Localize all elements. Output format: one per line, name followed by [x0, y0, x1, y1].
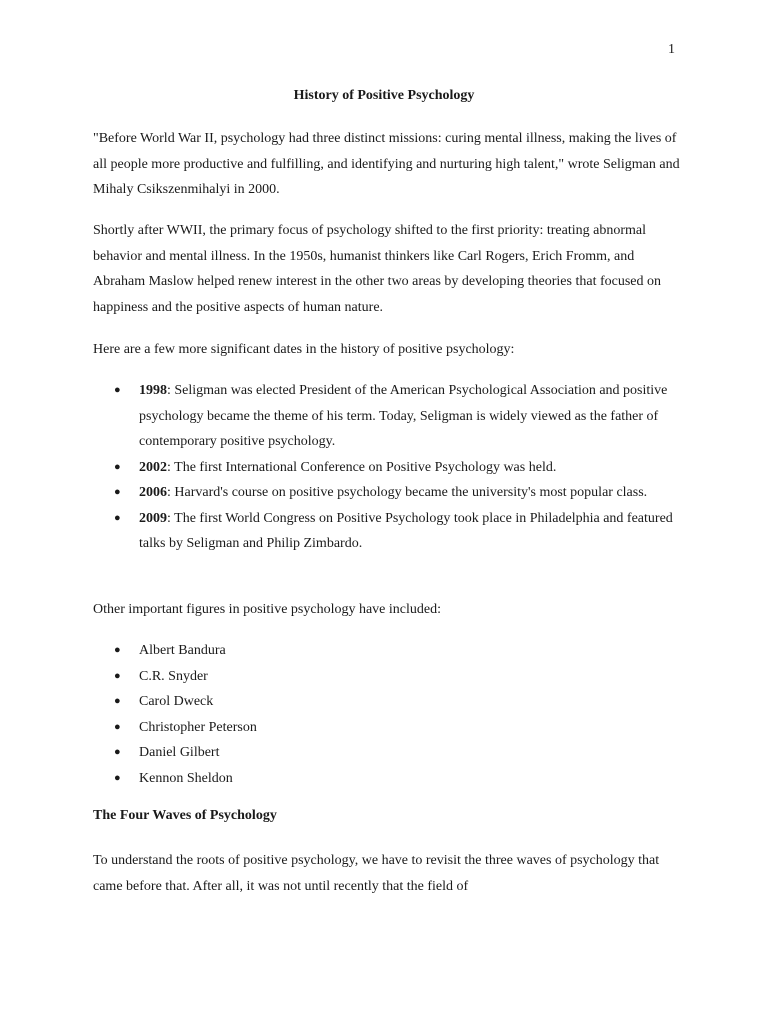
- list-item: [93, 638, 683, 664]
- figure-name: C.R. Snyder: [139, 668, 208, 684]
- date-text: : The first World Congress on Positive Psychology took place in Philadelphia and featured talks by Seligman and Philip Zimbardo.: [139, 510, 673, 551]
- list-item: [93, 455, 683, 481]
- bullet-icon: ●: [114, 511, 121, 524]
- post-wwii-paragraph: Shortly after WWII, the primary focus of psychology shifted to the first priority: treating abnormal behavior and mental illness. In the 1950s, humanist thinkers like Carl Rogers, Erich Fromm, and Abraham Maslow helped renew interest in the other two areas by developing theories that focused on happiness and the positive aspects of human nature.: [93, 223, 661, 315]
- list-item: [93, 506, 683, 557]
- date-text: : Seligman was elected President of the American Psychological Association and positive psychology became the theme of his term. Today, Seligman is widely viewed as the father of contemporary positive psychology.: [139, 383, 668, 449]
- bullet-icon: ●: [114, 486, 121, 498]
- figure-name: Christopher Peterson: [139, 719, 257, 735]
- list-item: [93, 378, 683, 455]
- bullet-icon: ●: [114, 746, 121, 758]
- dates-list: [93, 378, 683, 557]
- waves-intro-paragraph: To understand the roots of positive psychology, we have to revisit the three waves of psychology that came before that. After all, it was not until recently that the field of: [93, 853, 660, 894]
- figures-list: [93, 638, 683, 791]
- figure-name: Daniel Gilbert: [139, 745, 220, 760]
- figure-name: Kennon Sheldon: [139, 770, 233, 786]
- date-year: 2002: [139, 459, 167, 475]
- dates-intro-paragraph: Here are a few more significant dates in the history of positive psychology:: [93, 342, 515, 357]
- bullet-icon: ●: [114, 771, 121, 784]
- figure-name: Albert Bandura: [139, 643, 226, 658]
- date-text: : The first International Conference on Positive Psychology was held.: [167, 459, 557, 475]
- date-year: 1998: [139, 383, 167, 398]
- list-item: [93, 740, 683, 766]
- list-item: [93, 664, 683, 690]
- figure-name: Carol Dweck: [139, 694, 214, 709]
- document-title: History of Positive Psychology: [293, 88, 475, 103]
- page-number: 1: [668, 42, 675, 57]
- list-item: [93, 480, 683, 506]
- list-item: [93, 766, 683, 792]
- list-item: [93, 715, 683, 741]
- figures-intro-paragraph: Other important figures in positive psychology have included:: [93, 602, 441, 617]
- bullet-icon: ●: [114, 644, 121, 656]
- bullet-icon: ●: [114, 695, 121, 707]
- bullet-icon: ●: [114, 669, 121, 682]
- intro-paragraph: "Before World War II, psychology had three distinct missions: curing mental illness, making the lives of all people more productive and fulfilling, and identifying and nurturing high talent," wrote Seligman and Mihaly Csikszenmihalyi in 2000.: [93, 131, 680, 197]
- date-text: : Harvard's course on positive psychology became the university's most popular class.: [167, 485, 648, 500]
- bullet-icon: ●: [114, 384, 121, 396]
- date-year: 2009: [139, 510, 167, 526]
- section-heading: The Four Waves of Psychology: [93, 808, 277, 823]
- bullet-icon: ●: [114, 460, 121, 473]
- date-year: 2006: [139, 485, 167, 500]
- list-item: [93, 689, 683, 715]
- bullet-icon: ●: [114, 720, 121, 733]
